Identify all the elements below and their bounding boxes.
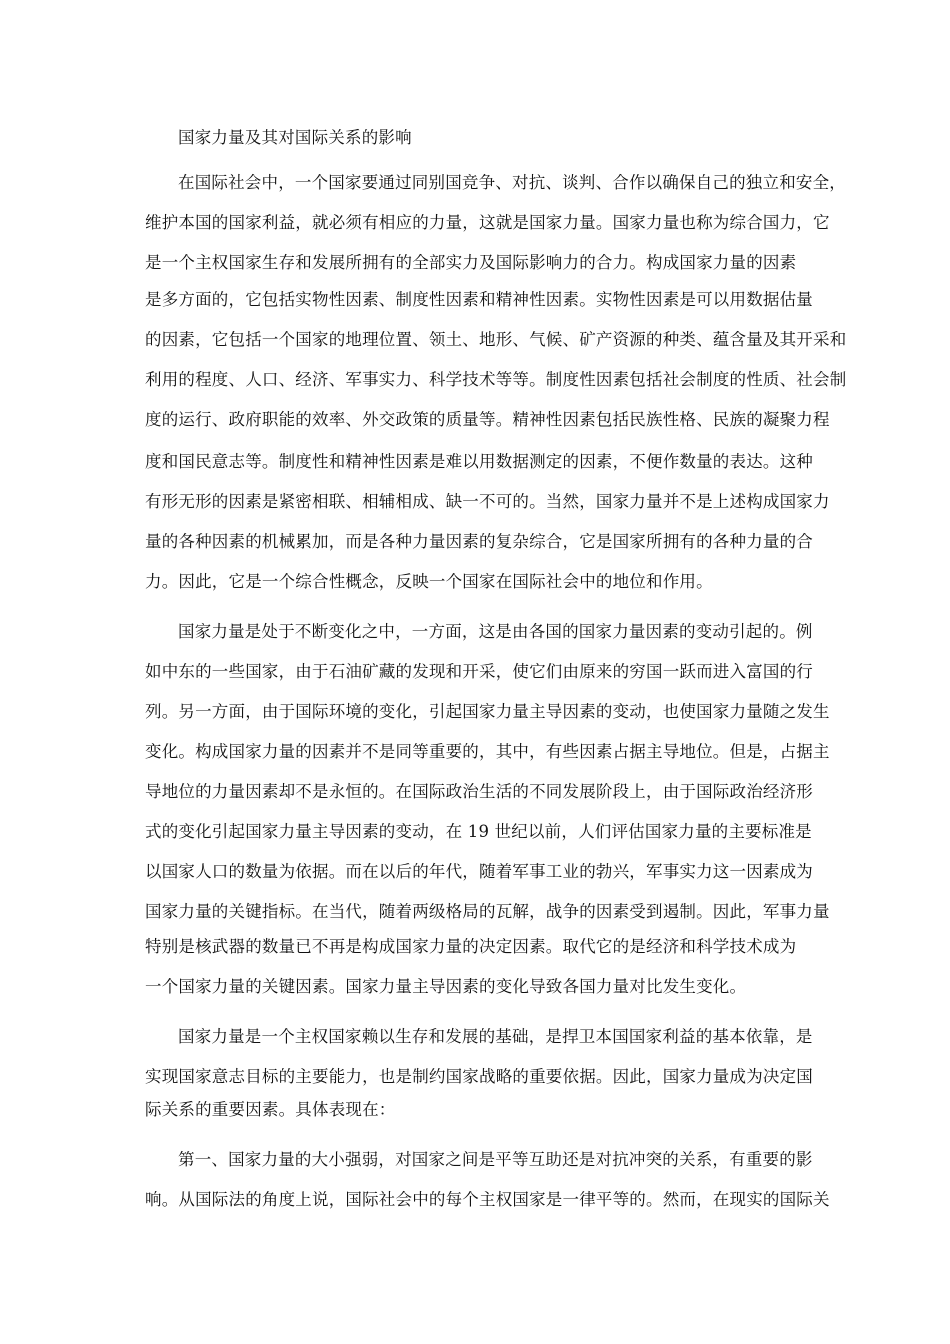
text-line: 国家力量是一个主权国家赖以生存和发展的基础，是捍卫本国国家利益的基本依靠，是: [178, 1027, 813, 1046]
text-line: 利用的程度、人口、经济、军事实力、科学技术等等。制度性因素包括社会制度的性质、社会制: [145, 370, 847, 389]
text-line: 是一个主权国家生存和发展所拥有的全部实力及国际影响力的合力。构成国家力量的因素: [145, 253, 797, 272]
text-line: 是多方面的，它包括实物性因素、制度性因素和精神性因素。实物性因素是可以用数据估量: [145, 290, 813, 309]
text-line: 导地位的力量因素却不是永恒的。在国际政治生活的不同发展阶段上，由于国际政治经济形: [145, 782, 813, 801]
text-line: 特别是核武器的数量已不再是构成国家力量的决定因素。取代它的是经济和科学技术成为: [145, 937, 797, 956]
text-line: 列。另一方面，由于国际环境的变化，引起国家力量主导因素的变动，也使国家力量随之发生: [145, 702, 830, 721]
text-line: 力。因此，它是一个综合性概念，反映一个国家在国际社会中的地位和作用。: [145, 572, 713, 591]
text-line: 如中东的一些国家，由于石油矿藏的发现和开采，使它们由原来的穷国一跃而进入富国的行: [145, 662, 813, 681]
text-line: 一个国家力量的关键因素。国家力量主导因素的变化导致各国力量对比发生变化。: [145, 977, 747, 996]
text-line: 度和国民意志等。制度性和精神性因素是难以用数据测定的因素，不便作数量的表达。这种: [145, 452, 813, 471]
text-line: 响。从国际法的角度上说，国际社会中的每个主权国家是一律平等的。然而，在现实的国际关: [145, 1190, 830, 1209]
document-title: 国家力量及其对国际关系的影响: [178, 128, 412, 147]
text-line: 第一、国家力量的大小强弱，对国家之间是平等互助还是对抗冲突的关系，有重要的影: [178, 1150, 813, 1169]
text-line: 有形无形的因素是紧密相联、相辅相成、缺一不可的。当然，国家力量并不是上述构成国家力: [145, 492, 830, 511]
text-line: 在国际社会中，一个国家要通过同别国竞争、对抗、谈判、合作以确保自己的独立和安全，: [178, 173, 846, 192]
text-line: 的因素，它包括一个国家的地理位置、领土、地形、气候、矿产资源的种类、蕴含量及其开采和: [145, 330, 847, 349]
text-line: 国家力量是处于不断变化之中，一方面，这是由各国的国家力量因素的变动引起的。例: [178, 622, 813, 641]
text-line: 式的变化引起国家力量主导因素的变动，在 19 世纪以前，人们评估国家力量的主要标准是: [145, 822, 812, 841]
text-line: 变化。构成国家力量的因素并不是同等重要的，其中，有些因素占据主导地位。但是，占据主: [145, 742, 830, 761]
text-line: 际关系的重要因素。具体表现在：: [145, 1100, 396, 1119]
text-line: 国家力量的关键指标。在当代，随着两级格局的瓦解，战争的因素受到遏制。因此，军事力量: [145, 902, 830, 921]
text-line: 实现国家意志目标的主要能力，也是制约国家战略的重要依据。因此，国家力量成为决定国: [145, 1067, 813, 1086]
text-line: 度的运行、政府职能的效率、外交政策的质量等。精神性因素包括民族性格、民族的凝聚力程: [145, 410, 830, 429]
text-line: 以国家人口的数量为依据。而在以后的年代，随着军事工业的勃兴，军事实力这一因素成为: [145, 862, 813, 881]
text-line: 维护本国的国家利益，就必须有相应的力量，这就是国家力量。国家力量也称为综合国力，它: [145, 213, 830, 232]
text-line: 量的各种因素的机械累加，而是各种力量因素的复杂综合，它是国家所拥有的各种力量的合: [145, 532, 813, 551]
